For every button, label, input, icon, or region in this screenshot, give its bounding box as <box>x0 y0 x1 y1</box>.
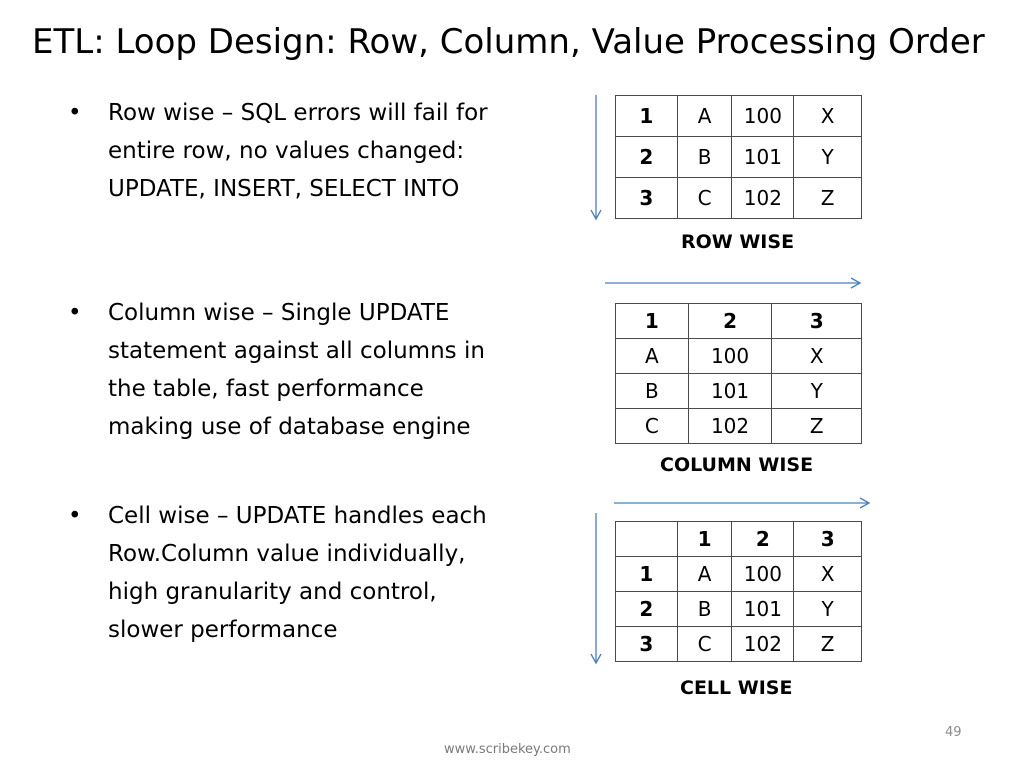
cell-wise-table <box>615 521 862 662</box>
bullet-row-wise <box>68 94 528 208</box>
column-wise-right-arrow <box>605 276 865 290</box>
table-cell: X <box>772 339 862 374</box>
table-cell: 101 <box>732 592 794 627</box>
table-header-cell: 2 <box>688 304 772 339</box>
table-cell: 101 <box>732 137 794 178</box>
bullet-column-wise <box>68 294 528 446</box>
table-header-cell: 2 <box>732 522 794 557</box>
table-row <box>616 137 862 178</box>
table-cell: Z <box>794 627 862 662</box>
bullet-text-column-wise: Column wise – Single UPDATE statement against all columns in the table, fast performance making use of database engine <box>108 300 485 440</box>
table-cell: B <box>677 137 732 178</box>
row-wise-down-arrow <box>590 95 602 225</box>
table-cell: 2 <box>616 137 678 178</box>
table-cell: X <box>794 557 862 592</box>
cell-wise-right-arrow <box>614 496 874 510</box>
slide-number: 49 <box>945 725 962 740</box>
table-cell: 2 <box>616 592 678 627</box>
cell-wise-caption: CELL WISE <box>680 677 793 699</box>
table-header-cell: 1 <box>677 522 732 557</box>
table-row <box>616 374 862 409</box>
bullet-text-row-wise: Row wise – SQL errors will fail for entire row, no values changed: UPDATE, INSERT, SELECT INTO <box>108 100 488 202</box>
table-cell: 100 <box>732 96 794 137</box>
table-header-row <box>616 522 862 557</box>
table-cell: 3 <box>616 178 678 219</box>
table-cell: C <box>677 178 732 219</box>
table-row <box>616 339 862 374</box>
column-wise-table <box>615 303 862 444</box>
table-row <box>616 409 862 444</box>
table-cell: 100 <box>732 557 794 592</box>
table-header-cell: 3 <box>772 304 862 339</box>
table-cell: Y <box>794 137 862 178</box>
table-cell: 1 <box>616 96 678 137</box>
table-cell: 100 <box>688 339 772 374</box>
bullet-dot: • <box>68 300 82 326</box>
table-row <box>616 627 862 662</box>
table-cell: 101 <box>688 374 772 409</box>
table-cell: A <box>677 96 732 137</box>
table-header-cell: 3 <box>794 522 862 557</box>
table-cell: B <box>616 374 689 409</box>
table-cell: C <box>677 627 732 662</box>
table-cell: 102 <box>688 409 772 444</box>
cell-wise-down-arrow <box>590 513 602 669</box>
table-cell: A <box>616 339 689 374</box>
table-cell: X <box>794 96 862 137</box>
table-cell: Y <box>794 592 862 627</box>
table-cell: Y <box>772 374 862 409</box>
slide-title: ETL: Loop Design: Row, Column, Value Processing Order <box>32 22 985 62</box>
table-row <box>616 592 862 627</box>
table-cell: 102 <box>732 178 794 219</box>
footer-url: www.scribekey.com <box>444 742 571 757</box>
bullet-dot: • <box>68 100 82 126</box>
bullet-dot: • <box>68 503 82 529</box>
row-wise-table <box>615 95 862 219</box>
table-cell: C <box>616 409 689 444</box>
table-header-row <box>616 304 862 339</box>
bullet-cell-wise <box>68 497 528 649</box>
table-row <box>616 557 862 592</box>
table-cell: Z <box>794 178 862 219</box>
table-row <box>616 96 862 137</box>
table-header-cell <box>616 522 678 557</box>
column-wise-caption: COLUMN WISE <box>660 454 814 476</box>
row-wise-caption: ROW WISE <box>681 231 795 253</box>
table-row <box>616 178 862 219</box>
table-cell: 1 <box>616 557 678 592</box>
table-cell: 3 <box>616 627 678 662</box>
table-cell: Z <box>772 409 862 444</box>
table-cell: 102 <box>732 627 794 662</box>
table-cell: A <box>677 557 732 592</box>
table-header-cell: 1 <box>616 304 689 339</box>
table-cell: B <box>677 592 732 627</box>
bullet-text-cell-wise: Cell wise – UPDATE handles each Row.Column value individually, high granularity and control, slower performance <box>108 503 487 643</box>
